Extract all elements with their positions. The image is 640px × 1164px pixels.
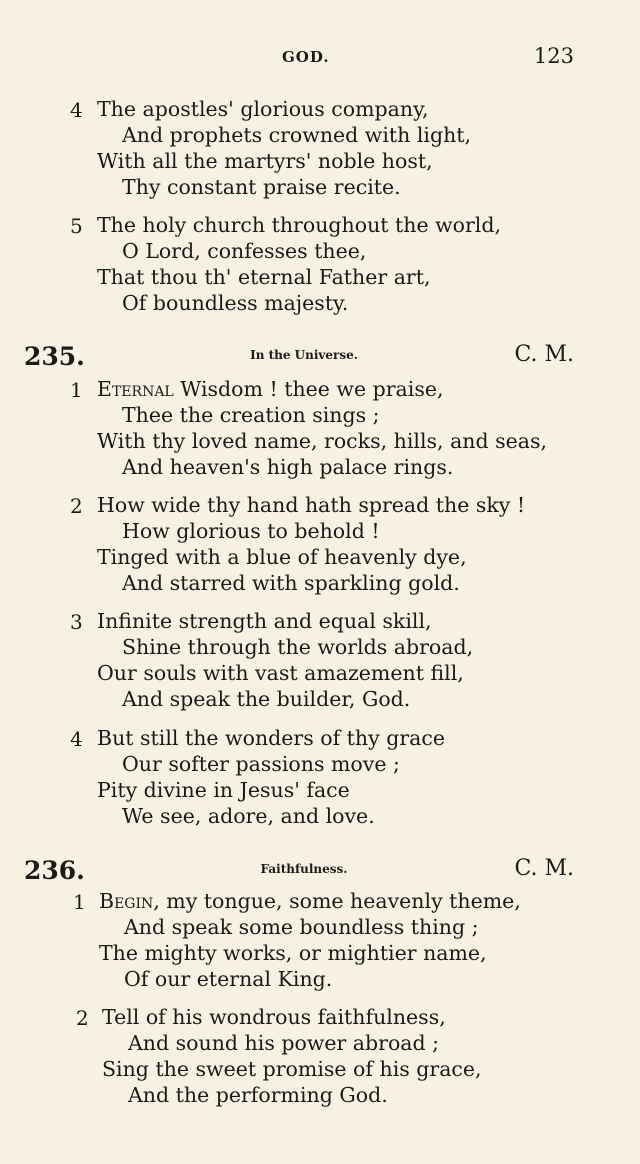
- hymn-236-header: [24, 856, 584, 886]
- verse-number: 4: [70, 727, 83, 751]
- page-number: 123: [533, 44, 574, 68]
- hymn-subject: In the Universe.: [250, 348, 358, 362]
- verse-line: And the performing God.: [128, 1083, 388, 1107]
- verse-line: And speak the builder, God.: [122, 687, 411, 711]
- verse-line: [99, 888, 521, 914]
- first-word-small-caps: Begin: [99, 889, 154, 913]
- verse-line: And heaven's high palace rings.: [122, 455, 454, 479]
- verse-number: 5: [70, 214, 83, 238]
- verse-number: 1: [70, 378, 83, 402]
- hymn-subject: Faithfulness.: [260, 862, 348, 876]
- verse-line: The holy church throughout the world,: [97, 213, 501, 237]
- verse-number: 3: [70, 610, 83, 634]
- verse-line: That thou th' eternal Father art,: [97, 265, 431, 289]
- verse-line: Pity divine in Jesus' face: [97, 778, 350, 802]
- verse-line: Tinged with a blue of heavenly dye,: [97, 545, 467, 569]
- verse-line: Of boundless majesty.: [122, 291, 349, 315]
- verse-line: The mighty works, or mightier name,: [99, 941, 487, 965]
- hymn-meter: C. M.: [514, 856, 574, 881]
- verse-number: 2: [70, 494, 83, 518]
- hymn-number: 236.: [24, 856, 85, 885]
- verse-line: We see, adore, and love.: [122, 804, 375, 828]
- verse-line: O Lord, confesses thee,: [122, 239, 367, 263]
- running-title: GOD.: [282, 48, 330, 66]
- verse-line: Thee the creation sings ;: [122, 403, 380, 427]
- verse-line: How wide thy hand hath spread the sky !: [97, 493, 526, 517]
- first-line-rest: Wisdom ! thee we praise,: [173, 377, 444, 401]
- verse-line: With all the martyrs' noble host,: [97, 149, 433, 173]
- verse-line: And starred with sparkling gold.: [122, 571, 460, 595]
- verse-line: But still the wonders of thy grace: [97, 726, 445, 750]
- verse-number: 1: [73, 890, 86, 914]
- verse-line: And prophets crowned with light,: [122, 123, 472, 147]
- verse-number: 2: [76, 1006, 89, 1030]
- verse-line: Sing the sweet promise of his grace,: [102, 1057, 482, 1081]
- hymn-235-header: [24, 342, 584, 372]
- hymn-number: 235.: [24, 342, 85, 371]
- verse-line: Infinite strength and equal skill,: [97, 609, 432, 633]
- verse-line: And sound his power abroad ;: [128, 1031, 440, 1055]
- first-word-small-caps: Eternal: [97, 377, 174, 401]
- verse-line: The apostles' glorious company,: [97, 97, 429, 121]
- first-line-rest: , my tongue, some heavenly theme,: [153, 889, 521, 913]
- verse-line: And speak some boundless thing ;: [124, 915, 479, 939]
- verse-line: With thy loved name, rocks, hills, and seas,: [97, 429, 548, 453]
- verse-line: How glorious to behold !: [122, 519, 380, 543]
- verse-line: Of our eternal King.: [124, 967, 333, 991]
- verse-line: Shine through the worlds abroad,: [122, 635, 474, 659]
- verse-line: Thy constant praise recite.: [122, 175, 401, 199]
- verse-line: Our souls with vast amazement fill,: [97, 661, 464, 685]
- verse-line: [97, 376, 444, 402]
- hymn-meter: C. M.: [514, 342, 574, 367]
- verse-number: 4: [70, 98, 83, 122]
- running-head: [0, 44, 640, 68]
- verse-line: Tell of his wondrous faithfulness,: [102, 1005, 446, 1029]
- verse-line: Our softer passions move ;: [122, 752, 400, 776]
